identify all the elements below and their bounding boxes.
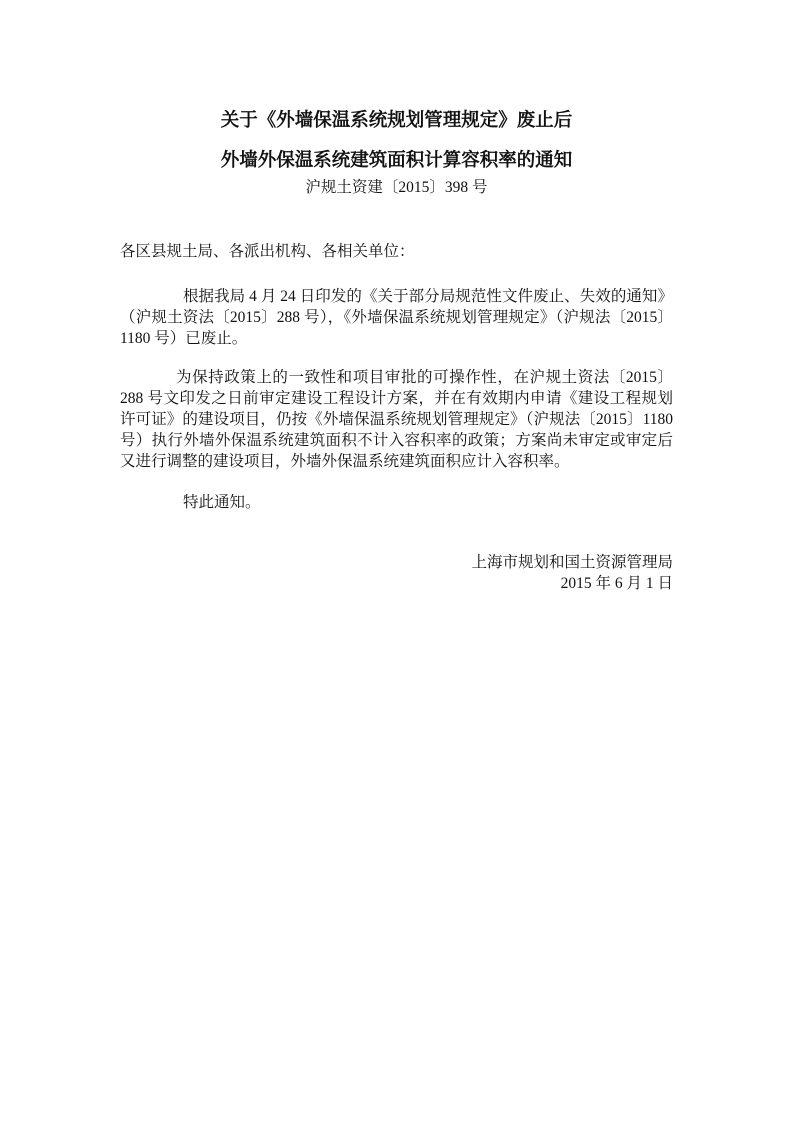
paragraph-1-line: 1180 号）已废止。	[120, 330, 248, 347]
paragraph-2-line: 号）执行外墙外保温系统建筑面积不计入容积率的政策；方案尚未审定或审定后	[120, 432, 673, 449]
paragraph-2-line: 288 号文印发之日前审定建设工程设计方案，并在有效期内申请《建设工程规划	[120, 390, 673, 407]
document-number: 沪规土资建〔2015〕398 号	[305, 179, 488, 196]
salutation: 各区县规土局、各派出机构、各相关单位：	[120, 243, 415, 260]
issuer: 上海市规划和国土资源管理局	[471, 554, 673, 571]
title-line-1: 关于《外墙保温系统规划管理规定》废止后	[220, 110, 573, 131]
paragraph-2-line: 许可证》的建设项目，仍按《外墙保温系统规划管理规定》（沪规法〔2015〕1180	[120, 411, 673, 428]
paragraph-2-line: 又进行调整的建设项目，外墙外保温系统建筑面积应计入容积率。	[120, 453, 570, 470]
paragraph-2-line: 为保持政策上的一致性和项目审批的可操作性，在沪规土资法〔2015〕	[176, 369, 673, 386]
issue-date: 2015 年 6 月 1 日	[560, 575, 673, 592]
title-line-2: 外墙外保温系统建筑面积计算容积率的通知	[220, 150, 573, 171]
closing-remark: 特此通知。	[183, 494, 261, 511]
paragraph-1-line: （沪规土资法〔2015〕288 号），《外墙保温系统规划管理规定》（沪规法〔2015〕	[120, 309, 673, 326]
paragraph-1-line: 根据我局 4 月 24 日印发的《关于部分局规范性文件废止、失效的通知》	[183, 288, 673, 305]
